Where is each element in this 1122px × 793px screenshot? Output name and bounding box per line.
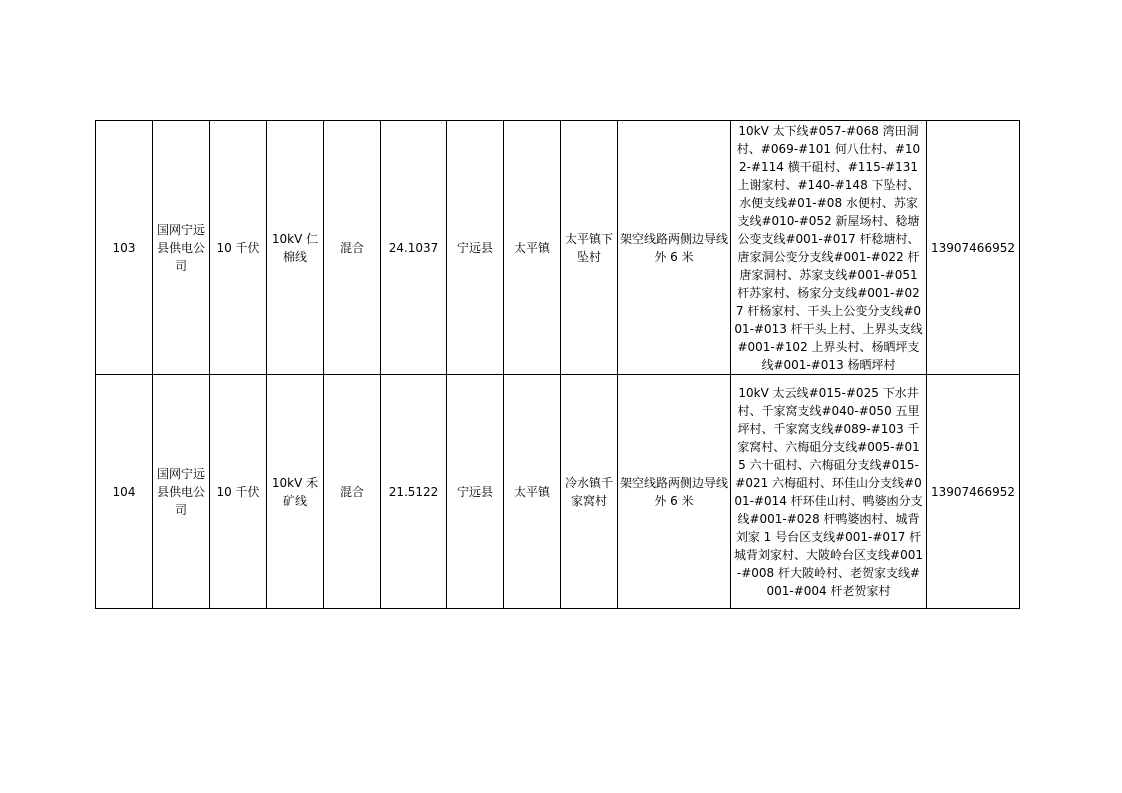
phone-cell: 13907466952 <box>927 121 1020 375</box>
table-row <box>96 121 1020 375</box>
line-name-cell: 10kV 禾矿线 <box>267 375 324 609</box>
line-type-cell: 混合 <box>324 121 381 375</box>
line-type-cell: 混合 <box>324 375 381 609</box>
area-description-cell: 10kV 太下线#057-#068 湾田洞村、#069-#101 何八仕村、#102-#114 横干砠村、#115-#131 上谢家村、#140-#148 下坠村、水便支线#01-#08 水便村、苏家支线#010-#052 新屋场村、稔塘公变支线#001-#017 杆稔塘村、唐家洞公变分支线#001-#022 杆唐家洞村、苏家支线#001-#051 杆苏家村、杨家分支线#001-#027 杆杨家村、干头上公变分支线#001-#013 杆干头上村、上界头支线#001-#102 上界头村、杨晒坪支线#001-#013 杨晒坪村 <box>731 121 927 375</box>
power-line-table <box>95 120 1020 609</box>
protection-scope-cell: 架空线路两侧边导线外 6 米 <box>618 375 731 609</box>
county-cell: 宁远县 <box>447 375 504 609</box>
voltage-cell: 10 千伏 <box>210 121 267 375</box>
town-cell: 太平镇 <box>504 121 561 375</box>
length-cell: 24.1037 <box>381 121 447 375</box>
company-cell: 国网宁远县供电公司 <box>153 121 210 375</box>
row-number: 103 <box>96 121 153 375</box>
length-cell: 21.5122 <box>381 375 447 609</box>
line-name-cell: 10kV 仁棉线 <box>267 121 324 375</box>
county-cell: 宁远县 <box>447 121 504 375</box>
phone-cell: 13907466952 <box>927 375 1020 609</box>
company-cell: 国网宁远县供电公司 <box>153 375 210 609</box>
row-number: 104 <box>96 375 153 609</box>
village-cell: 太平镇下坠村 <box>561 121 618 375</box>
area-description-cell: 10kV 太云线#015-#025 下水井村、千家窝支线#040-#050 五里坪村、千家窝支线#089-#103 千家窝村、六梅砠分支线#005-#015 六十砠村、六梅砠分支线#015-#021 六梅砠村、环佳山分支线#001-#014 杆环佳山村、鸭婆凼分支线#001-#028 杆鸭婆凼村、城背刘家 1 号台区支线#001-#017 杆城背刘家村、大陂岭台区支线#001-#008 杆大陂岭村、老贺家支线#001-#004 杆老贺家村 <box>731 375 927 609</box>
table-row <box>96 375 1020 609</box>
protection-scope-cell: 架空线路两侧边导线外 6 米 <box>618 121 731 375</box>
town-cell: 太平镇 <box>504 375 561 609</box>
village-cell: 冷水镇千家窝村 <box>561 375 618 609</box>
voltage-cell: 10 千伏 <box>210 375 267 609</box>
